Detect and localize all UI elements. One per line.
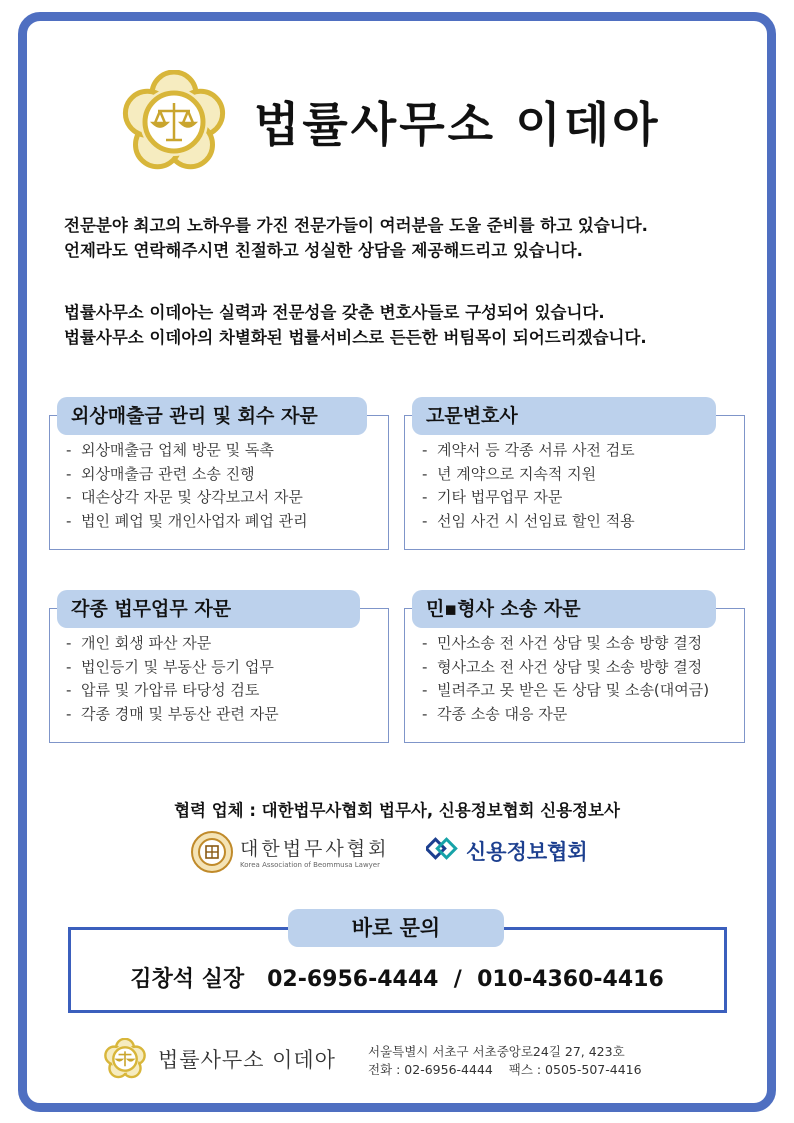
contact-title: 바로 문의	[288, 909, 504, 947]
bubmusa-seal-icon	[190, 830, 234, 878]
footer-phone-fax: 전화 : 02-6956-4444 팩스 : 0505-507-4416	[368, 1062, 642, 1077]
credit-name: 신용정보협회	[466, 840, 588, 864]
service-list	[422, 439, 635, 533]
list-item: - 계약서 등 각종 서류 사전 검토	[422, 441, 635, 459]
bubmusa-name: 대한법무사협회	[240, 838, 390, 860]
intro-line: 언제라도 연락해주시면 친절하고 성실한 상담을 제공해드리고 있습니다.	[64, 241, 583, 260]
list-item: - 민사소송 전 사건 상담 및 소송 방향 결정	[422, 634, 703, 652]
page-title: 법률사무소 이데아	[254, 98, 661, 153]
intro-line: 법률사무소 이데아의 차별화된 법률서비스로 든든한 버팀목이 되어드리겠습니다.	[64, 328, 647, 347]
service-title: 각종 법무업무 자문	[57, 590, 360, 628]
service-list	[422, 632, 709, 726]
footer-firm-name: 법률사무소 이데아	[158, 1048, 336, 1072]
list-item: - 빌려주고 못 받은 돈 상담 및 소송(대여금)	[422, 681, 710, 699]
service-title: 고문변호사	[412, 397, 716, 435]
service-list	[66, 632, 279, 726]
list-item: - 법인등기 및 부동산 등기 업무	[66, 657, 274, 676]
list-item: - 기타 법무업무 자문	[422, 488, 563, 506]
footer-emblem-icon	[104, 1038, 146, 1080]
list-item: - 외상매출금 업체 방문 및 독촉	[66, 441, 274, 459]
intro-line: 전문분야 최고의 노하우를 가진 전문가들이 여러분을 도울 준비를 하고 있습니다.	[64, 216, 648, 235]
law-firm-emblem-icon	[122, 70, 226, 174]
list-item: - 형사고소 전 사건 상담 및 소송 방향 결정	[422, 657, 703, 676]
list-item: - 개인 회생 파산 자문	[66, 634, 212, 652]
partners-line: 협력 업체 : 대한법무사협회 법무사, 신용정보협회 신용정보사	[174, 801, 620, 820]
list-item: - 선임 사건 시 선임료 할인 적용	[422, 511, 635, 530]
bubmusa-logo	[190, 830, 389, 878]
credit-diamond-icon	[426, 834, 462, 868]
contact-phone-line: 김창석 실장 02-6956-4444 / 010-4360-4416	[130, 967, 664, 992]
service-title: 민▪형사 소송 자문	[412, 590, 716, 628]
credit-info-logo	[426, 834, 588, 868]
list-item: - 대손상각 자문 및 상각보고서 자문	[66, 488, 303, 506]
list-item: - 각종 소송 대응 자문	[422, 704, 568, 723]
service-list	[66, 439, 308, 533]
intro-line: 법률사무소 이데아는 실력과 전문성을 갖춘 변호사들로 구성되어 있습니다.	[64, 303, 605, 322]
list-item: - 압류 및 가압류 타당성 검토	[66, 681, 260, 699]
bubmusa-subtitle: Korea Association of Beommusa Lawyer	[240, 861, 380, 869]
footer-address: 서울특별시 서초구 서초중앙로24길 27, 423호	[368, 1044, 625, 1059]
service-title: 외상매출금 관리 및 회수 자문	[57, 397, 367, 435]
list-item: - 법인 폐업 및 개인사업자 폐업 관리	[66, 511, 308, 530]
list-item: - 각종 경매 및 부동산 관련 자문	[66, 704, 279, 723]
list-item: - 외상매출금 관련 소송 진행	[66, 464, 255, 483]
footer-address-block	[368, 1043, 642, 1079]
list-item: - 년 계약으로 지속적 지원	[422, 464, 597, 483]
